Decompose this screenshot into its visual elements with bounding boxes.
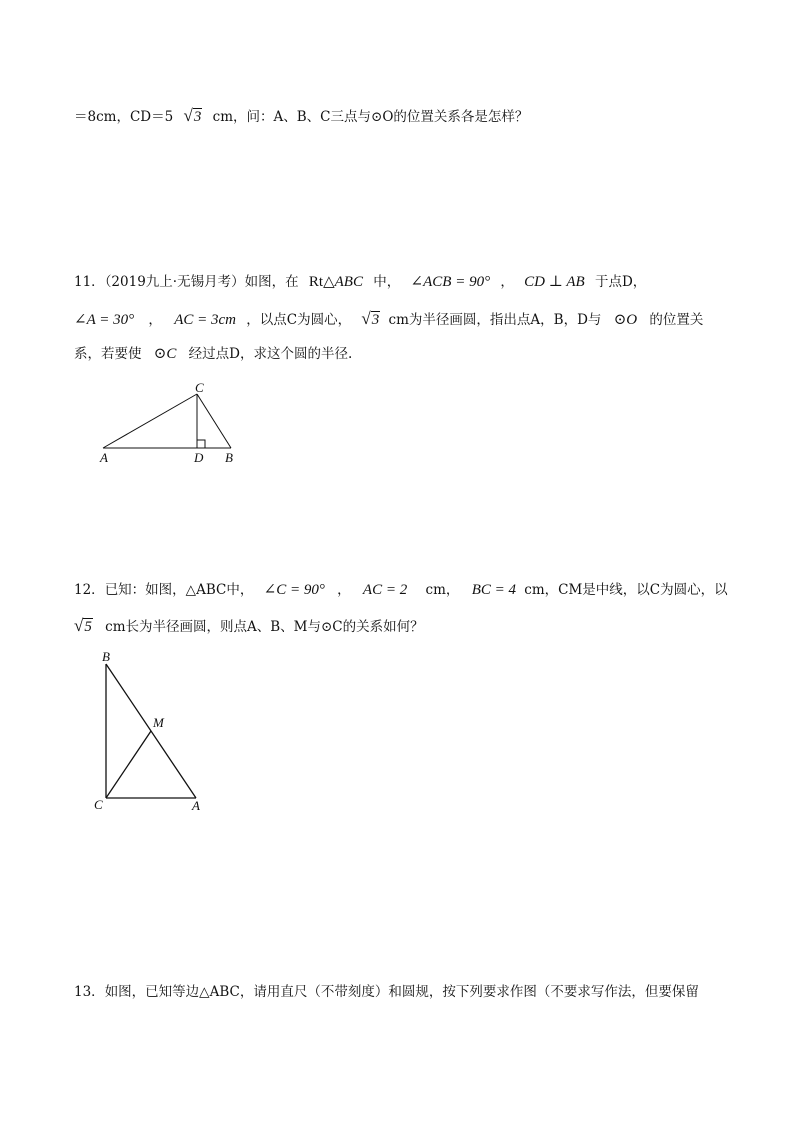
q13-number: 13． [74, 984, 105, 1000]
q11-label-c: C [195, 380, 204, 395]
q11-line-2 [74, 309, 703, 330]
q12-segment-cm [106, 731, 151, 798]
q11-triangle-shape [103, 394, 231, 448]
q11-angle-a: ∠A = 30° [74, 312, 135, 328]
q11-text-6: ，以点C为圆心， [246, 312, 352, 328]
q11-number: 11． [74, 274, 105, 290]
q12-text-1: 已知：如图，△ABC中， [104, 582, 254, 598]
q10-text-1: ＝8cm，CD＝5 [74, 109, 174, 125]
q11-text-3: ， [500, 274, 514, 290]
q11-label-a: A [100, 450, 108, 465]
q11-line-1 [74, 272, 646, 292]
q12-ac: AC = 2 [362, 582, 408, 598]
q11-line-3 [74, 344, 352, 364]
q12-line-2 [74, 616, 424, 637]
q12-label-m: M [153, 715, 164, 730]
q11-triangle: △ABC [323, 274, 363, 290]
q12-label-a: A [192, 798, 200, 813]
q10-sqrt-radicand: 3 [193, 109, 202, 125]
q11-rt: Rt [308, 274, 324, 290]
q12-line-1 [74, 580, 728, 600]
q10-line [74, 106, 528, 127]
q11-sqrt: √3 [361, 309, 380, 328]
q12-triangle-shape [106, 664, 196, 798]
q12-sqrt-radicand: 5 [84, 619, 92, 635]
q13-text-1: 如图，已知等边△ABC，请用直尺（不带刻度）和圆规，按下列要求作图（不要求写作法，但要保留 [104, 984, 699, 1000]
q11-circle-o: ⊙O [613, 312, 638, 328]
q11-ac: AC = 3cm [174, 312, 236, 328]
q11-figure [92, 380, 272, 470]
q10-text-2: cm，问：A、B、C三点与⊙O的位置关系各是怎样？ [212, 109, 529, 125]
q12-label-b: B [102, 649, 110, 664]
q12-angle-c: ∠C = 90° [263, 582, 325, 598]
q11-text-9: 系，若要使 [74, 346, 142, 362]
q12-sqrt: √5 [74, 616, 92, 635]
q11-text-8: 的位置关 [649, 312, 704, 328]
q11-cd-perp-ab: CD ⊥ AB [524, 274, 585, 290]
q11-text-7: cm为半径画圆，指出点A，B，D与 [388, 312, 602, 328]
q11-angle-acb: ∠ACB = 90° [410, 274, 491, 290]
q11-source: （2019九上·无锡月考） [104, 274, 245, 290]
q11-label-d: D [194, 450, 204, 465]
q11-text-2: 中， [373, 274, 401, 290]
q11-text-5: ， [148, 312, 162, 328]
q11-segment-ac [103, 394, 197, 448]
q12-bc: BC = 4 [471, 582, 516, 598]
q12-number: 12． [74, 582, 105, 598]
q12-figure [90, 646, 220, 816]
q11-circle-c: ⊙C [153, 346, 177, 362]
q11-text-4: 于点D， [594, 274, 647, 290]
q11-text-1: 如图，在 [244, 274, 299, 290]
q11-right-angle-mark [197, 440, 205, 448]
q12-text-2: ， [337, 582, 351, 598]
q12-label-c: C [94, 797, 103, 812]
q12-text-4: cm，CM是中线，以C为圆心，以 [524, 582, 728, 598]
q10-sqrt: √3 [183, 106, 202, 125]
q13-line-1 [74, 982, 699, 1002]
q11-label-b: B [225, 450, 233, 465]
q12-text-5: cm长为半径画圆，则点A、B、M与⊙C的关系如何？ [105, 619, 424, 635]
q11-text-10: 经过点D，求这个圆的半径. [188, 346, 353, 362]
q11-sqrt-radicand: 3 [371, 312, 380, 328]
q12-text-3: cm， [425, 582, 460, 598]
